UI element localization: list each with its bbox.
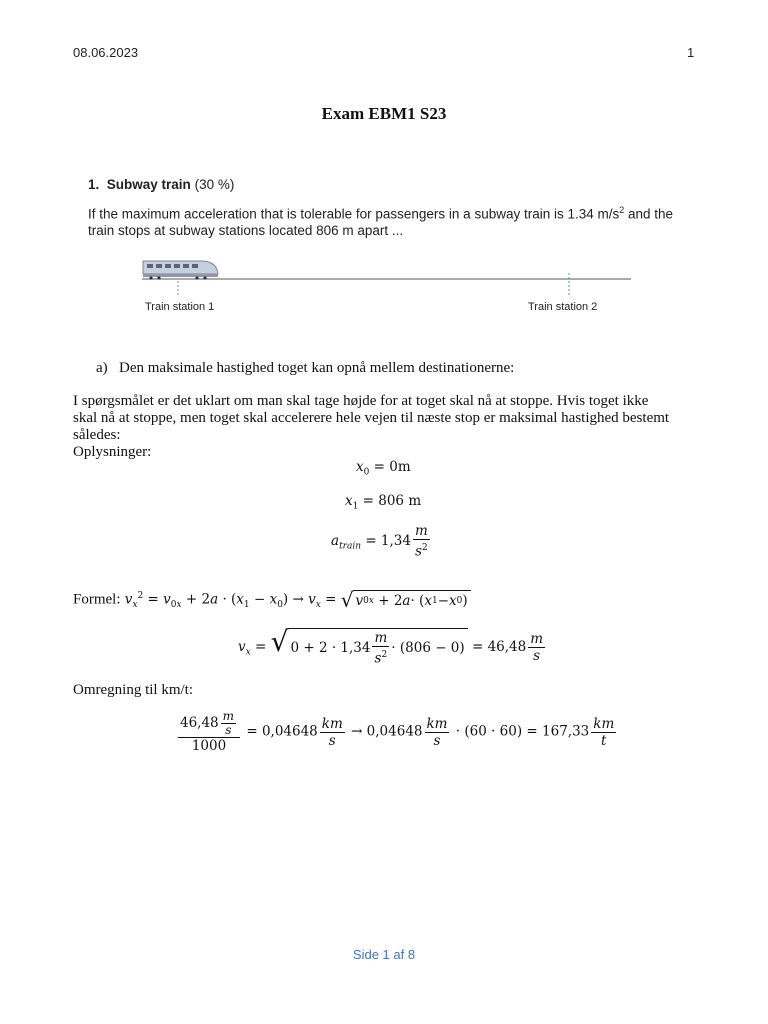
conversion-label: Omregning til km/t: [73, 682, 193, 698]
formula-line: Formel: $v_x^2 = v_{0x} + 2a \cdot (x_1 - x_0) \to v_x$ = √ v 0x + 2 a · ( x 1 − x 0 ) [73, 590, 471, 610]
page-footer: Side 1 af 8 [352, 947, 416, 962]
subquestion-text: Den maksimale hastighed toget kan opnå mellem destinationerne: [119, 360, 515, 376]
task-name: Subway train [106, 177, 191, 192]
station1-label: Train station 1 [145, 301, 215, 313]
train-icon [143, 261, 218, 280]
conversion-calculation: 46,48 $\frac{m}{s}$ 1000 = 0,04648 $\frac{km}{s}$ → 0,04648 $\frac{km}{s}$ · (60 · 60) = 167,33 $\frac{km}{t}$ [180, 709, 615, 754]
explanation-paragraph: I spørgsmålet er det uklart om man skal tage højde for at toget skal nå at stoppe. Hvis toget ikke skal nå at stoppe, men toget skal accelerere hele vejen til næste stop er maksimal hastighed bestemt således: Oplysninger: [73, 393, 670, 460]
given-acceleration: $a_{train} = 1,34$ $\frac{m}{s^2}$ [331, 523, 428, 560]
header-date: 08.06.2023 [73, 45, 139, 60]
task-heading [88, 177, 234, 192]
given-x1: $x_1 = 806$ m [345, 493, 422, 512]
station2-label: Train station 2 [528, 301, 598, 313]
given-x0: $x_0 = 0m$ [356, 459, 411, 478]
velocity-calculation: $v_x$ = √ 0 + 2 · 1,34 $\frac{m}{s^2}$ · (806 − 0) = 46,48 $\frac{m}{s}$ [238, 625, 544, 667]
subquestion-label: a) [96, 360, 108, 376]
document-title: Exam EBM1 S23 [321, 104, 447, 123]
header-page-number: 1 [687, 45, 695, 60]
task-number: 1. [88, 177, 100, 192]
task-text-line2: train stops at subway stations located 806 m apart ... [88, 223, 404, 238]
task-weight: (30 %) [194, 177, 235, 192]
task-text-line1: If the maximum acceleration that is tolerable for passengers in a subway train is 1.34 $m/s^2$ and the [88, 205, 674, 222]
